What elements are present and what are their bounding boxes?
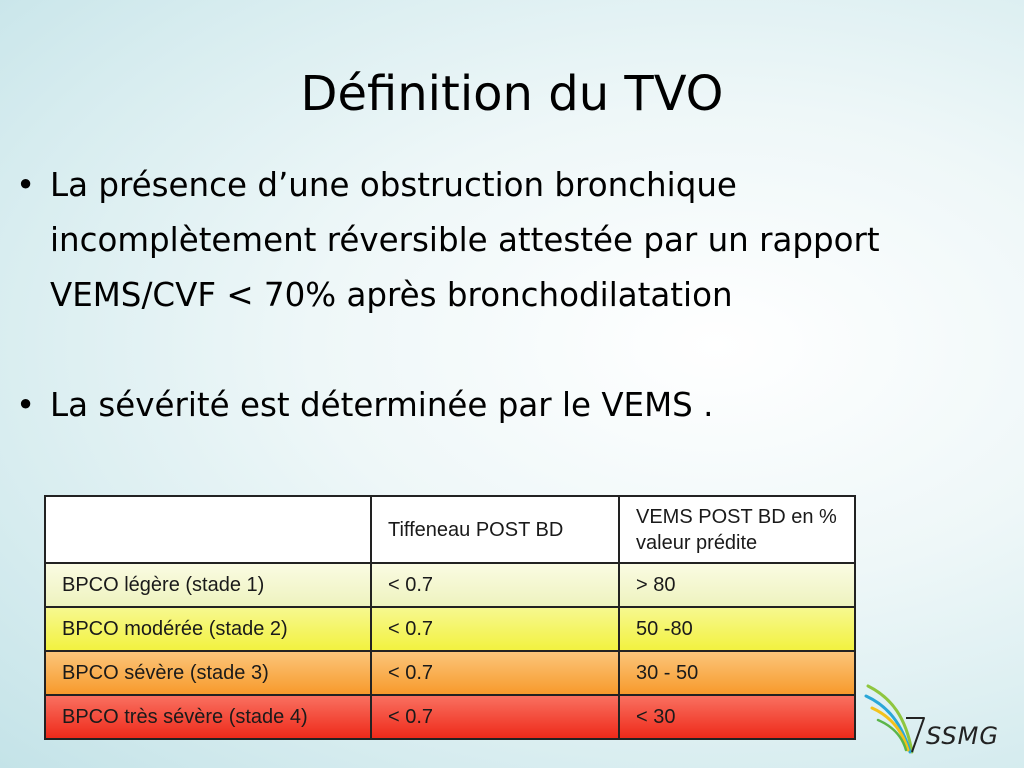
table-row (45, 607, 855, 651)
bullet-marker: • (16, 166, 36, 204)
bullet-list (12, 158, 1002, 433)
table-row (45, 563, 855, 607)
bullet-item (12, 158, 1002, 323)
vems-cell: 30 - 50 (619, 651, 855, 695)
stage-cell: BPCO modérée (stade 2) (45, 607, 371, 651)
stage-cell: BPCO sévère (stade 3) (45, 651, 371, 695)
bullet-text: La sévérité est déterminée par le VEMS . (50, 386, 714, 424)
table-header-cell: VEMS POST BD en % valeur prédite (619, 496, 855, 563)
table-header-cell (45, 496, 371, 563)
bullet-marker: • (16, 386, 36, 424)
tiffeneau-cell: < 0.7 (371, 695, 619, 739)
tiffeneau-cell: < 0.7 (371, 651, 619, 695)
vems-cell: > 80 (619, 563, 855, 607)
severity-table (44, 495, 856, 740)
slide-title: Définition du TVO (300, 66, 724, 122)
stage-cell: BPCO très sévère (stade 4) (45, 695, 371, 739)
table-header-row (45, 496, 855, 563)
tiffeneau-cell: < 0.7 (371, 607, 619, 651)
bullet-text: La présence d’une obstruction bronchique incomplètement réversible attestée par un rapport VEMS/CVF < 70% après bronchodilatation (50, 166, 880, 314)
stage-cell: BPCO légère (stade 1) (45, 563, 371, 607)
table-row (45, 651, 855, 695)
table-header-cell: Tiffeneau POST BD (371, 496, 619, 563)
table-row (45, 695, 855, 739)
logo-text: SSMG (926, 722, 999, 750)
vems-cell: 50 -80 (619, 607, 855, 651)
tiffeneau-cell: < 0.7 (371, 563, 619, 607)
bullet-item (12, 378, 1002, 433)
vems-cell: < 30 (619, 695, 855, 739)
